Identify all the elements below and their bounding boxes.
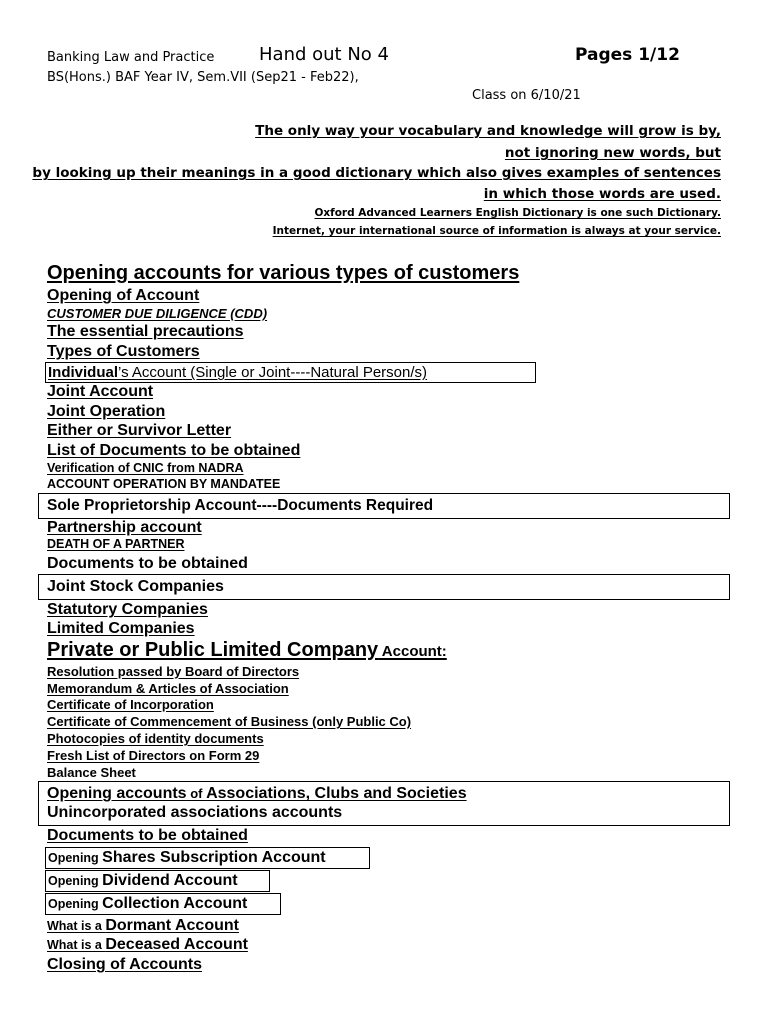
- dividend-label: Dividend Account: [102, 872, 238, 889]
- toc-unincorporated: Unincorporated associations accounts: [47, 804, 343, 821]
- toc-memorandum: Memorandum & Articles of Association: [47, 681, 289, 696]
- toc-fresh-list: Fresh List of Directors on Form 29: [47, 748, 260, 763]
- toc-mandatee: ACCOUNT OPERATION BY MANDATEE: [47, 477, 281, 491]
- quote-line-2: not ignoring new words, but: [504, 145, 721, 161]
- toc-cdd: CUSTOMER DUE DILIGENCE (CDD): [47, 306, 268, 321]
- toc-sole-proprietorship: Sole Proprietorship Account----Documents Required: [47, 497, 434, 514]
- toc-either-survivor: Either or Survivor Letter: [47, 422, 232, 439]
- toc-private-public: [47, 640, 447, 660]
- handout-number: Hand out No 4: [259, 44, 389, 65]
- shares-opening-word: Opening: [48, 851, 103, 865]
- shares-label: Shares Subscription Account: [102, 849, 326, 866]
- program-info: BS(Hons.) BAF Year IV, Sem.VII (Sep21 - Feb22),: [47, 70, 359, 85]
- quote-line-3: by looking up their meanings in a good dictionary which also gives examples of sentences: [32, 165, 721, 181]
- collection-label: Collection Account: [102, 895, 248, 912]
- toc-list-documents: List of Documents to be obtained: [47, 442, 301, 459]
- toc-precautions: The essential precautions: [47, 323, 244, 340]
- toc-limited: Limited Companies: [47, 620, 195, 637]
- private-public-label: Private or Public Limited Company: [47, 639, 379, 661]
- toc-joint-account: Joint Account: [47, 383, 154, 400]
- toc-verification-cnic: Verification of CNIC from NADRA: [47, 461, 244, 475]
- individual-label: Individual: [48, 364, 119, 381]
- associations-of: of: [186, 786, 207, 801]
- class-date: Class on 6/10/21: [472, 88, 581, 103]
- toc-individual-account: [48, 365, 427, 380]
- toc-death-partner: DEATH OF A PARTNER: [47, 537, 185, 551]
- toc-photocopies: Photocopies of identity documents: [47, 731, 264, 746]
- toc-closing: Closing of Accounts: [47, 956, 202, 973]
- private-public-suffix: Account:: [378, 643, 447, 660]
- toc-documents-obtained-2: Documents to be obtained: [47, 827, 248, 844]
- toc-balance-sheet: Balance Sheet: [47, 765, 136, 780]
- toc-dividend: [48, 873, 238, 889]
- deceased-label: Deceased Account: [105, 936, 248, 953]
- course-title: Banking Law and Practice: [47, 50, 215, 65]
- quote-line-4: in which those words are used.: [483, 186, 721, 202]
- deceased-what-is: What is a: [47, 938, 106, 952]
- quote-line-5: Oxford Advanced Learners English Dictionary is one such Dictionary.: [314, 207, 721, 219]
- toc-joint-stock: Joint Stock Companies: [47, 578, 224, 595]
- toc-partnership: Partnership account: [47, 519, 202, 536]
- toc-deceased: [47, 937, 248, 953]
- quote-line-6: Internet, your international source of information is always at your service.: [272, 225, 721, 237]
- toc-opening-of-account: Opening of Account: [47, 287, 200, 304]
- dormant-label: Dormant Account: [105, 917, 239, 934]
- associations-label: Associations, Clubs and Societies: [206, 785, 467, 802]
- individual-suffix: ’s Account (Single or Joint----Natural Person/s): [118, 364, 428, 381]
- toc-cert-incorporation: Certificate of Incorporation: [47, 697, 214, 712]
- toc-cert-commencement: Certificate of Commencement of Business (only Public Co): [47, 714, 412, 729]
- toc-associations: [47, 786, 467, 802]
- toc-statutory: Statutory Companies: [47, 601, 208, 618]
- dividend-opening-word: Opening: [48, 874, 103, 888]
- collection-opening-word: Opening: [48, 897, 103, 911]
- toc-resolution: Resolution passed by Board of Directors: [47, 664, 300, 679]
- associations-prefix: Opening accounts: [47, 785, 187, 802]
- page-count: Pages 1/12: [575, 45, 680, 65]
- toc-collection: [48, 896, 247, 912]
- toc-joint-operation: Joint Operation: [47, 403, 166, 420]
- quote-line-1: The only way your vocabulary and knowledge will grow is by,: [255, 123, 721, 139]
- toc-dormant: [47, 918, 239, 934]
- dormant-what-is: What is a: [47, 919, 106, 933]
- toc-documents-obtained-1: Documents to be obtained: [47, 555, 248, 572]
- toc-types-of-customers: Types of Customers: [47, 343, 200, 360]
- main-title: Opening accounts for various types of customers: [47, 262, 520, 284]
- toc-shares-subscription: [48, 850, 326, 866]
